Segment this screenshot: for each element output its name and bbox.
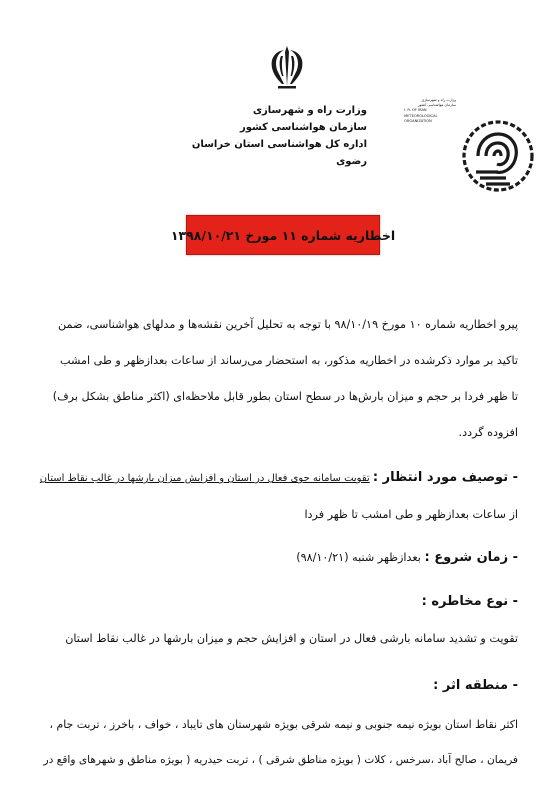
logo-caption-line: سازمان هواشناسی کشور — [417, 103, 456, 108]
description-text: تقویت سامانه جوی فعال در استان و افزایش میزان بارشها در غالب نقاط استان — [39, 473, 370, 484]
ministry-name: وزارت راه و شهرسازی — [252, 105, 367, 116]
description-label: - توصیف مورد انتظار : — [372, 470, 518, 485]
logo-caption — [404, 98, 456, 124]
logo-caption-line: ORGANIZATION — [404, 118, 432, 123]
logo-caption-line: I. R. OF IRAN — [404, 108, 427, 113]
start-label: - زمان شروع : — [424, 550, 518, 565]
warning-title-box — [170, 215, 396, 255]
paragraph-line: پیرو اخطاریه شماره ۱۰ مورخ ۹۸/۱۰/۱۹ با توجه به تحلیل آخرین نقشه‌ها و مدلهای هواشناسی، ضمن — [57, 318, 518, 331]
paragraph-line: افزوده گردد. — [458, 426, 518, 439]
office-name: اداره کل هواشناسی استان خراسان رضوی — [191, 139, 367, 167]
meteorological-organization-logo-icon — [458, 116, 538, 196]
organization-header — [167, 102, 367, 170]
area-text-line: اکثر نقاط استان بویژه نیمه جنوبی و نیمه شرقی بویژه شهرستان های تایباد ، خواف ، باخرز ، تربت جام ، — [49, 718, 518, 731]
paragraph-line: تا ظهر فردا بر حجم و میزان بارش‌ها در سطح استان بطور قابل ملاحظه‌ای (اکثر مناطق بشکل برف) — [52, 390, 518, 403]
iran-emblem-icon — [262, 42, 312, 94]
description-line — [40, 470, 518, 485]
start-line — [296, 550, 518, 565]
area-text-line: فریمان ، صالح آباد ،سرخس ، کلات ( بویژه مناطق شرقی ) ، تربت حیدریه ( بویژه مناطق و شهرهای واقع در — [43, 754, 518, 766]
area-label: - منطقه اثر : — [433, 678, 518, 693]
warning-title: اخطاریه شماره ۱۱ مورخ ۱۳۹۸/۱۰/۲۱ — [170, 227, 396, 243]
risk-label: - نوع مخاطره : — [421, 594, 518, 609]
logo-caption-line: METEOROLOGICAL — [404, 113, 438, 118]
risk-text: تقویت و تشدید سامانه بارشی فعال در استان و افزایش حجم و میزان بارشها در غالب نقاط استان — [65, 632, 518, 645]
logo-caption-line: وزارت راه و شهرسازی — [421, 98, 456, 102]
start-text: بعدازظهر شنبه (۹۸/۱۰/۲۱) — [296, 551, 421, 564]
description-text-continued: از ساعات بعدازظهر و طی امشب تا ظهر فردا — [304, 508, 518, 521]
organization-name: سازمان هواشناسی کشور — [239, 122, 367, 133]
paragraph-line: تاکید بر موارد ذکرشده در اخطاریه مذکور، به استحضار می‌رساند از ساعات بعدازظهر و طی امشب — [60, 354, 518, 367]
